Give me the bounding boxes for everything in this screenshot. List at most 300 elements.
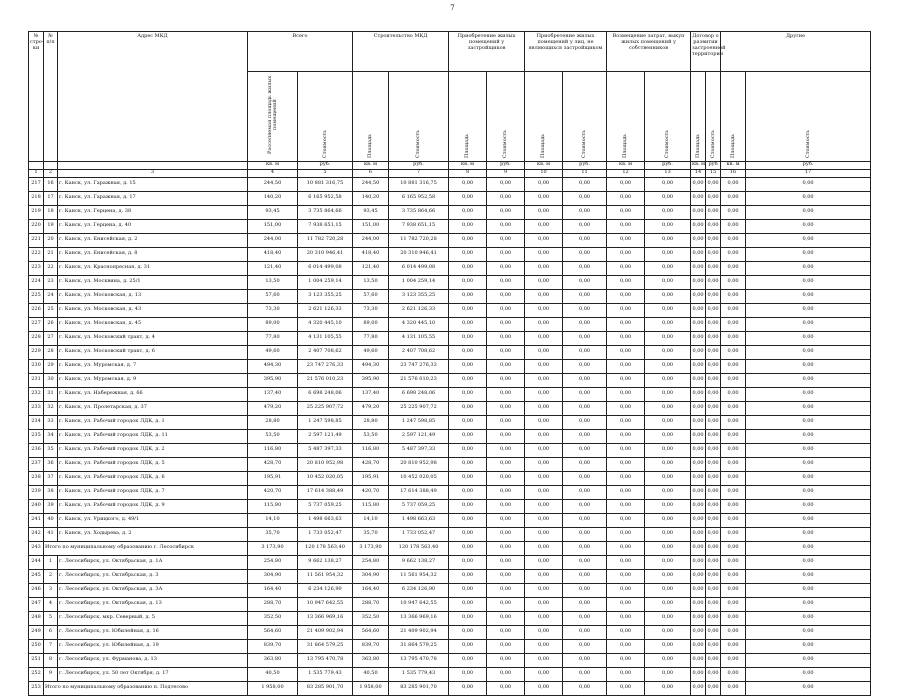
zero-cell: 0,00 <box>525 191 563 205</box>
zero-cell: 0,00 <box>645 289 691 303</box>
zero-cell: 0,00 <box>607 681 645 695</box>
settled-area-cell: 77,80 <box>248 331 298 345</box>
address-cell: г. Лесосибирск, ул. Юбилейная, д. 19 <box>58 639 248 653</box>
zero-cell: 0,00 <box>449 555 487 569</box>
total-cost-cell: 21 409 902,94 <box>298 625 353 639</box>
total-cost-cell: 3 735 864,66 <box>298 205 353 219</box>
zero-cell: 0,00 <box>721 261 746 275</box>
construction-cost-cell: 17 614 388,49 <box>389 485 449 499</box>
address-cell: г. Канск, ул. Московская, д. 13 <box>58 289 248 303</box>
settled-area-cell: 14,10 <box>248 513 298 527</box>
zero-cell: 0,00 <box>449 373 487 387</box>
settled-area-cell: 195,91 <box>248 471 298 485</box>
zero-cell: 0,00 <box>449 303 487 317</box>
table-row <box>29 639 871 653</box>
total-label: Итого по муниципальному образованию п. Подтесово <box>44 681 248 695</box>
zero-cell: 0,00 <box>691 317 706 331</box>
address-cell: г. Лесосибирск, ул. Октябрьская, д. 1А <box>58 555 248 569</box>
construction-cost-cell: 10 947 642,55 <box>389 597 449 611</box>
address-cell: г. Лесосибирск, ул. Октябрьская, д. 3А <box>58 583 248 597</box>
settled-area-cell: 93,45 <box>248 205 298 219</box>
settled-area-cell: 13,50 <box>248 275 298 289</box>
column-number: 5 <box>298 169 353 177</box>
zero-cell: 0,00 <box>691 499 706 513</box>
item-number: 4 <box>44 597 58 611</box>
zero-cell: 0,00 <box>645 373 691 387</box>
zero-cell: 0,00 <box>607 177 645 191</box>
zero-cell: 0,00 <box>691 429 706 443</box>
total-cost-cell: 4 320 445,10 <box>298 317 353 331</box>
zero-cell: 0,00 <box>746 653 871 667</box>
zero-cell: 0,00 <box>706 457 721 471</box>
zero-cell: 0,00 <box>691 471 706 485</box>
construction-area-cell: 116,80 <box>353 443 389 457</box>
zero-cell: 0,00 <box>706 387 721 401</box>
item-number: 21 <box>44 247 58 261</box>
item-number: 3 <box>44 583 58 597</box>
zero-cell: 0,00 <box>607 289 645 303</box>
row-number: 224 <box>29 275 44 289</box>
construction-cost-cell: 2 621 126,33 <box>389 303 449 317</box>
row-number: 219 <box>29 205 44 219</box>
column-number: 6 <box>353 169 389 177</box>
zero-cell: 0,00 <box>487 541 525 555</box>
zero-cell: 0,00 <box>746 457 871 471</box>
zero-cell: 0,00 <box>645 443 691 457</box>
zero-cell: 0,00 <box>449 331 487 345</box>
zero-cell: 0,00 <box>487 373 525 387</box>
construction-cost-cell: 6 698 248,06 <box>389 387 449 401</box>
zero-cell: 0,00 <box>563 261 607 275</box>
settled-area-cell: 363,80 <box>248 653 298 667</box>
item-number: 8 <box>44 653 58 667</box>
zero-cell: 0,00 <box>487 569 525 583</box>
item-number: 2 <box>44 569 58 583</box>
construction-cost-cell: 25 225 907,72 <box>389 401 449 415</box>
table-row <box>29 233 871 247</box>
zero-cell: 0,00 <box>449 415 487 429</box>
table-row <box>29 205 871 219</box>
table-row <box>29 415 871 429</box>
zero-cell: 0,00 <box>746 261 871 275</box>
zero-cell: 0,00 <box>563 387 607 401</box>
subheader-cost: Стоимость <box>389 72 449 162</box>
header-total: Всего <box>248 32 353 72</box>
total-cost-cell: 11 782 720,28 <box>298 233 353 247</box>
zero-cell: 0,00 <box>691 625 706 639</box>
column-number: 12 <box>607 169 645 177</box>
zero-cell: 0,00 <box>525 667 563 681</box>
row-number: 239 <box>29 485 44 499</box>
zero-cell: 0,00 <box>525 527 563 541</box>
zero-cell: 0,00 <box>563 443 607 457</box>
construction-cost-cell: 1 004 259,14 <box>389 275 449 289</box>
zero-cell: 0,00 <box>449 667 487 681</box>
zero-cell: 0,00 <box>746 681 871 695</box>
zero-cell: 0,00 <box>525 513 563 527</box>
unit-cell: руб. <box>487 161 525 169</box>
zero-cell: 0,00 <box>721 303 746 317</box>
zero-cell: 0,00 <box>563 471 607 485</box>
zero-cell: 0,00 <box>449 317 487 331</box>
construction-area-cell: 140,20 <box>353 191 389 205</box>
zero-cell: 0,00 <box>746 513 871 527</box>
total-cost-cell: 10 881 316,75 <box>298 177 353 191</box>
zero-cell: 0,00 <box>563 275 607 289</box>
zero-cell: 0,00 <box>563 401 607 415</box>
item-number: 5 <box>44 611 58 625</box>
zero-cell: 0,00 <box>746 359 871 373</box>
table-row <box>29 471 871 485</box>
address-cell: г. Лесосибирск, ул. 50 лет Октября, д. 17 <box>58 667 248 681</box>
zero-cell: 0,00 <box>645 415 691 429</box>
table-row <box>29 653 871 667</box>
construction-cost-cell: 20 310 946,41 <box>389 247 449 261</box>
zero-cell: 0,00 <box>691 555 706 569</box>
table-row <box>29 625 871 639</box>
zero-cell: 0,00 <box>645 219 691 233</box>
item-number: 23 <box>44 275 58 289</box>
zero-cell: 0,00 <box>487 653 525 667</box>
zero-cell: 0,00 <box>563 513 607 527</box>
zero-cell: 0,00 <box>706 191 721 205</box>
zero-cell: 0,00 <box>487 499 525 513</box>
zero-cell: 0,00 <box>721 177 746 191</box>
row-number: 227 <box>29 317 44 331</box>
settled-area-cell: 304,90 <box>248 569 298 583</box>
zero-cell: 0,00 <box>449 583 487 597</box>
address-cell: г. Канск, ул. Енисейская, д. 8 <box>58 247 248 261</box>
zero-cell: 0,00 <box>563 541 607 555</box>
zero-cell: 0,00 <box>706 597 721 611</box>
zero-cell: 0,00 <box>706 317 721 331</box>
construction-area-cell: 49,60 <box>353 345 389 359</box>
zero-cell: 0,00 <box>691 401 706 415</box>
zero-cell: 0,00 <box>645 555 691 569</box>
construction-cost-cell: 6 014 499,08 <box>389 261 449 275</box>
construction-area-cell: 494,30 <box>353 359 389 373</box>
zero-cell: 0,00 <box>746 205 871 219</box>
table-row <box>29 555 871 569</box>
zero-cell: 0,00 <box>449 401 487 415</box>
zero-cell: 0,00 <box>525 359 563 373</box>
zero-cell: 0,00 <box>563 639 607 653</box>
address-cell: г. Канск, ул. Рабочий городок ЛДК, д. 7 <box>58 485 248 499</box>
settled-area-cell: 53,50 <box>248 429 298 443</box>
zero-cell: 0,00 <box>746 667 871 681</box>
construction-area-cell: 839,70 <box>353 639 389 653</box>
zero-cell: 0,00 <box>691 527 706 541</box>
construction-area-cell: 35,70 <box>353 527 389 541</box>
zero-cell: 0,00 <box>563 345 607 359</box>
zero-cell: 0,00 <box>746 625 871 639</box>
zero-cell: 0,00 <box>449 205 487 219</box>
zero-cell: 0,00 <box>706 373 721 387</box>
zero-cell: 0,00 <box>607 359 645 373</box>
table-row <box>29 499 871 513</box>
address-cell: г. Канск, ул. Московский тракт, д. 6 <box>58 345 248 359</box>
row-number: 244 <box>29 555 44 569</box>
header-compensation: Возмещение затрат, выкуп жилых помещений у собственников <box>607 32 691 72</box>
zero-cell: 0,00 <box>525 331 563 345</box>
zero-cell: 0,00 <box>721 457 746 471</box>
row-number: 250 <box>29 639 44 653</box>
table-row <box>29 247 871 261</box>
row-number: 228 <box>29 331 44 345</box>
address-cell: г. Канск, ул. Рабочий городок ЛДК, д. 11 <box>58 429 248 443</box>
zero-cell: 0,00 <box>449 345 487 359</box>
total-cost-cell: 2 621 126,33 <box>298 303 353 317</box>
table-row <box>29 317 871 331</box>
row-number: 246 <box>29 583 44 597</box>
zero-cell: 0,00 <box>525 401 563 415</box>
construction-area-cell: 115,80 <box>353 499 389 513</box>
settled-area-cell: 137,40 <box>248 387 298 401</box>
unit-cell: кв. м <box>692 161 706 168</box>
zero-cell: 0,00 <box>691 373 706 387</box>
table-row <box>29 485 871 499</box>
zero-cell: 0,00 <box>449 443 487 457</box>
zero-cell: 0,00 <box>449 429 487 443</box>
unit-cell: кв. м <box>248 161 298 169</box>
zero-cell: 0,00 <box>563 457 607 471</box>
zero-cell: 0,00 <box>706 485 721 499</box>
zero-cell: 0,00 <box>706 247 721 261</box>
zero-cell: 0,00 <box>487 177 525 191</box>
zero-cell: 0,00 <box>563 289 607 303</box>
row-number: 234 <box>29 415 44 429</box>
zero-cell: 0,00 <box>607 233 645 247</box>
subheader-cost: Стоимость <box>706 72 721 162</box>
settled-area-cell: 115,80 <box>248 499 298 513</box>
zero-cell: 0,00 <box>487 219 525 233</box>
zero-cell: 0,00 <box>449 569 487 583</box>
total-label: Итого по муниципальному образованию г. Лесосибирск <box>44 541 248 555</box>
construction-cost-cell: 10 452 020,05 <box>389 471 449 485</box>
row-number: 238 <box>29 471 44 485</box>
zero-cell: 0,00 <box>525 275 563 289</box>
zero-cell: 0,00 <box>645 681 691 695</box>
unit-cell: кв. м <box>721 161 746 169</box>
construction-area-cell: 164,40 <box>353 583 389 597</box>
zero-cell: 0,00 <box>721 233 746 247</box>
settled-area-cell: 73,30 <box>248 303 298 317</box>
row-number: 232 <box>29 387 44 401</box>
zero-cell: 0,00 <box>721 653 746 667</box>
zero-cell: 0,00 <box>706 303 721 317</box>
construction-cost-cell: 11 561 954,32 <box>389 569 449 583</box>
zero-cell: 0,00 <box>487 611 525 625</box>
zero-cell: 0,00 <box>691 345 706 359</box>
settled-area-cell: 244,00 <box>248 233 298 247</box>
row-number: 218 <box>29 191 44 205</box>
column-number: 7 <box>389 169 449 177</box>
zero-cell: 0,00 <box>706 667 721 681</box>
unit-cell: кв. м <box>353 161 389 169</box>
zero-cell: 0,00 <box>563 583 607 597</box>
row-number: 236 <box>29 443 44 457</box>
construction-area-cell: 418,40 <box>353 247 389 261</box>
zero-cell: 0,00 <box>563 569 607 583</box>
row-number: 235 <box>29 429 44 443</box>
column-number: 16 <box>721 169 746 177</box>
zero-cell: 0,00 <box>449 261 487 275</box>
construction-area-cell: 288,70 <box>353 597 389 611</box>
zero-cell: 0,00 <box>706 275 721 289</box>
zero-cell: 0,00 <box>691 247 706 261</box>
total-cost-cell: 5 487 397,33 <box>298 443 353 457</box>
zero-cell: 0,00 <box>525 387 563 401</box>
zero-cell: 0,00 <box>706 429 721 443</box>
zero-cell: 0,00 <box>563 415 607 429</box>
zero-cell: 0,00 <box>607 415 645 429</box>
zero-cell: 0,00 <box>607 625 645 639</box>
zero-cell: 0,00 <box>449 387 487 401</box>
zero-cell: 0,00 <box>607 555 645 569</box>
zero-cell: 0,00 <box>691 639 706 653</box>
address-cell: г. Канск, ул. Рабочий городок ЛДК, д. 9 <box>58 499 248 513</box>
zero-cell: 0,00 <box>746 541 871 555</box>
settled-area-cell: 254,80 <box>248 555 298 569</box>
construction-area-cell: 3 173,90 <box>353 541 389 555</box>
zero-cell: 0,00 <box>645 457 691 471</box>
construction-area-cell: 57,60 <box>353 289 389 303</box>
construction-cost-cell: 21 576 010,23 <box>389 373 449 387</box>
zero-cell: 0,00 <box>691 331 706 345</box>
zero-cell: 0,00 <box>449 457 487 471</box>
zero-cell: 0,00 <box>563 247 607 261</box>
zero-cell: 0,00 <box>563 205 607 219</box>
zero-cell: 0,00 <box>487 471 525 485</box>
zero-cell: 0,00 <box>645 401 691 415</box>
construction-area-cell: 244,50 <box>353 177 389 191</box>
zero-cell: 0,00 <box>706 541 721 555</box>
zero-cell: 0,00 <box>721 625 746 639</box>
total-cost-cell: 83 285 901,70 <box>298 681 353 695</box>
total-cost-cell: 9 662 138,27 <box>298 555 353 569</box>
total-cost-cell: 5 737 059,25 <box>298 499 353 513</box>
total-cost-cell: 20 310 946,41 <box>298 247 353 261</box>
zero-cell: 0,00 <box>525 625 563 639</box>
zero-cell: 0,00 <box>721 219 746 233</box>
zero-cell: 0,00 <box>706 443 721 457</box>
row-number: 241 <box>29 513 44 527</box>
subheader-area: Площадь <box>449 72 487 162</box>
units-row <box>29 161 871 169</box>
settled-area-cell: 164,40 <box>248 583 298 597</box>
address-cell: г. Канск, ул. Герцена, д. 40 <box>58 219 248 233</box>
construction-area-cell: 195,91 <box>353 471 389 485</box>
row-number: 252 <box>29 667 44 681</box>
zero-cell: 0,00 <box>487 191 525 205</box>
total-cost-cell: 11 561 954,32 <box>298 569 353 583</box>
settled-area-cell: 151,00 <box>248 219 298 233</box>
zero-cell: 0,00 <box>487 625 525 639</box>
zero-cell: 0,00 <box>525 611 563 625</box>
zero-cell: 0,00 <box>563 191 607 205</box>
address-cell: г. Канск, ул. Ходырева, д. 2 <box>58 527 248 541</box>
construction-cost-cell: 31 864 579,25 <box>389 639 449 653</box>
zero-cell: 0,00 <box>487 429 525 443</box>
item-number: 38 <box>44 485 58 499</box>
item-number: 30 <box>44 373 58 387</box>
settled-area-cell: 420,70 <box>248 485 298 499</box>
zero-cell: 0,00 <box>563 429 607 443</box>
item-number: 33 <box>44 415 58 429</box>
unit-cell: руб. <box>645 161 691 169</box>
subheader-cost: Стоимость <box>645 72 691 162</box>
header-purchase-developer: Приобретение жилых помещений у застройщиков <box>449 32 525 72</box>
zero-cell: 0,00 <box>607 345 645 359</box>
unit-cell: руб. <box>298 161 353 169</box>
settled-area-cell: 839,70 <box>248 639 298 653</box>
zero-cell: 0,00 <box>691 681 706 695</box>
row-number: 247 <box>29 597 44 611</box>
row-number: 237 <box>29 457 44 471</box>
zero-cell: 0,00 <box>563 303 607 317</box>
item-number: 19 <box>44 219 58 233</box>
zero-cell: 0,00 <box>746 289 871 303</box>
zero-cell: 0,00 <box>706 415 721 429</box>
zero-cell: 0,00 <box>487 527 525 541</box>
construction-area-cell: 28,80 <box>353 415 389 429</box>
item-number: 1 <box>44 555 58 569</box>
zero-cell: 0,00 <box>645 177 691 191</box>
zero-cell: 0,00 <box>721 513 746 527</box>
zero-cell: 0,00 <box>645 667 691 681</box>
zero-cell: 0,00 <box>691 513 706 527</box>
zero-cell: 0,00 <box>645 485 691 499</box>
zero-cell: 0,00 <box>525 541 563 555</box>
item-number: 25 <box>44 303 58 317</box>
address-cell: г. Лесосибирск, ул. Октябрьская, д. 3 <box>58 569 248 583</box>
zero-cell: 0,00 <box>607 261 645 275</box>
column-number: 14 <box>691 169 706 177</box>
zero-cell: 0,00 <box>449 681 487 695</box>
row-number: 220 <box>29 219 44 233</box>
zero-cell: 0,00 <box>706 177 721 191</box>
construction-cost-cell: 4 320 445,10 <box>389 317 449 331</box>
construction-cost-cell: 20 810 952,98 <box>389 457 449 471</box>
zero-cell: 0,00 <box>645 611 691 625</box>
subheader-settled-area: Расселяемая площадь жилых помещений <box>248 72 298 162</box>
construction-cost-cell: 6 165 952,58 <box>389 191 449 205</box>
zero-cell: 0,00 <box>487 639 525 653</box>
zero-cell: 0,00 <box>706 583 721 597</box>
construction-cost-cell: 83 285 901,70 <box>389 681 449 695</box>
zero-cell: 0,00 <box>487 303 525 317</box>
total-cost-cell: 6 234 126,90 <box>298 583 353 597</box>
column-number: 13 <box>645 169 691 177</box>
zero-cell: 0,00 <box>487 247 525 261</box>
zero-cell: 0,00 <box>449 527 487 541</box>
zero-cell: 0,00 <box>487 331 525 345</box>
table-row <box>29 275 871 289</box>
construction-cost-cell: 5 487 397,33 <box>389 443 449 457</box>
zero-cell: 0,00 <box>691 303 706 317</box>
zero-cell: 0,00 <box>706 513 721 527</box>
address-cell: г. Канск, ул. Пролетарская, д. 37 <box>58 401 248 415</box>
zero-cell: 0,00 <box>746 191 871 205</box>
row-number: 230 <box>29 359 44 373</box>
item-number: 6 <box>44 625 58 639</box>
zero-cell: 0,00 <box>525 317 563 331</box>
row-number: 221 <box>29 233 44 247</box>
construction-cost-cell: 5 737 059,25 <box>389 499 449 513</box>
zero-cell: 0,00 <box>746 219 871 233</box>
zero-cell: 0,00 <box>721 555 746 569</box>
zero-cell: 0,00 <box>487 205 525 219</box>
